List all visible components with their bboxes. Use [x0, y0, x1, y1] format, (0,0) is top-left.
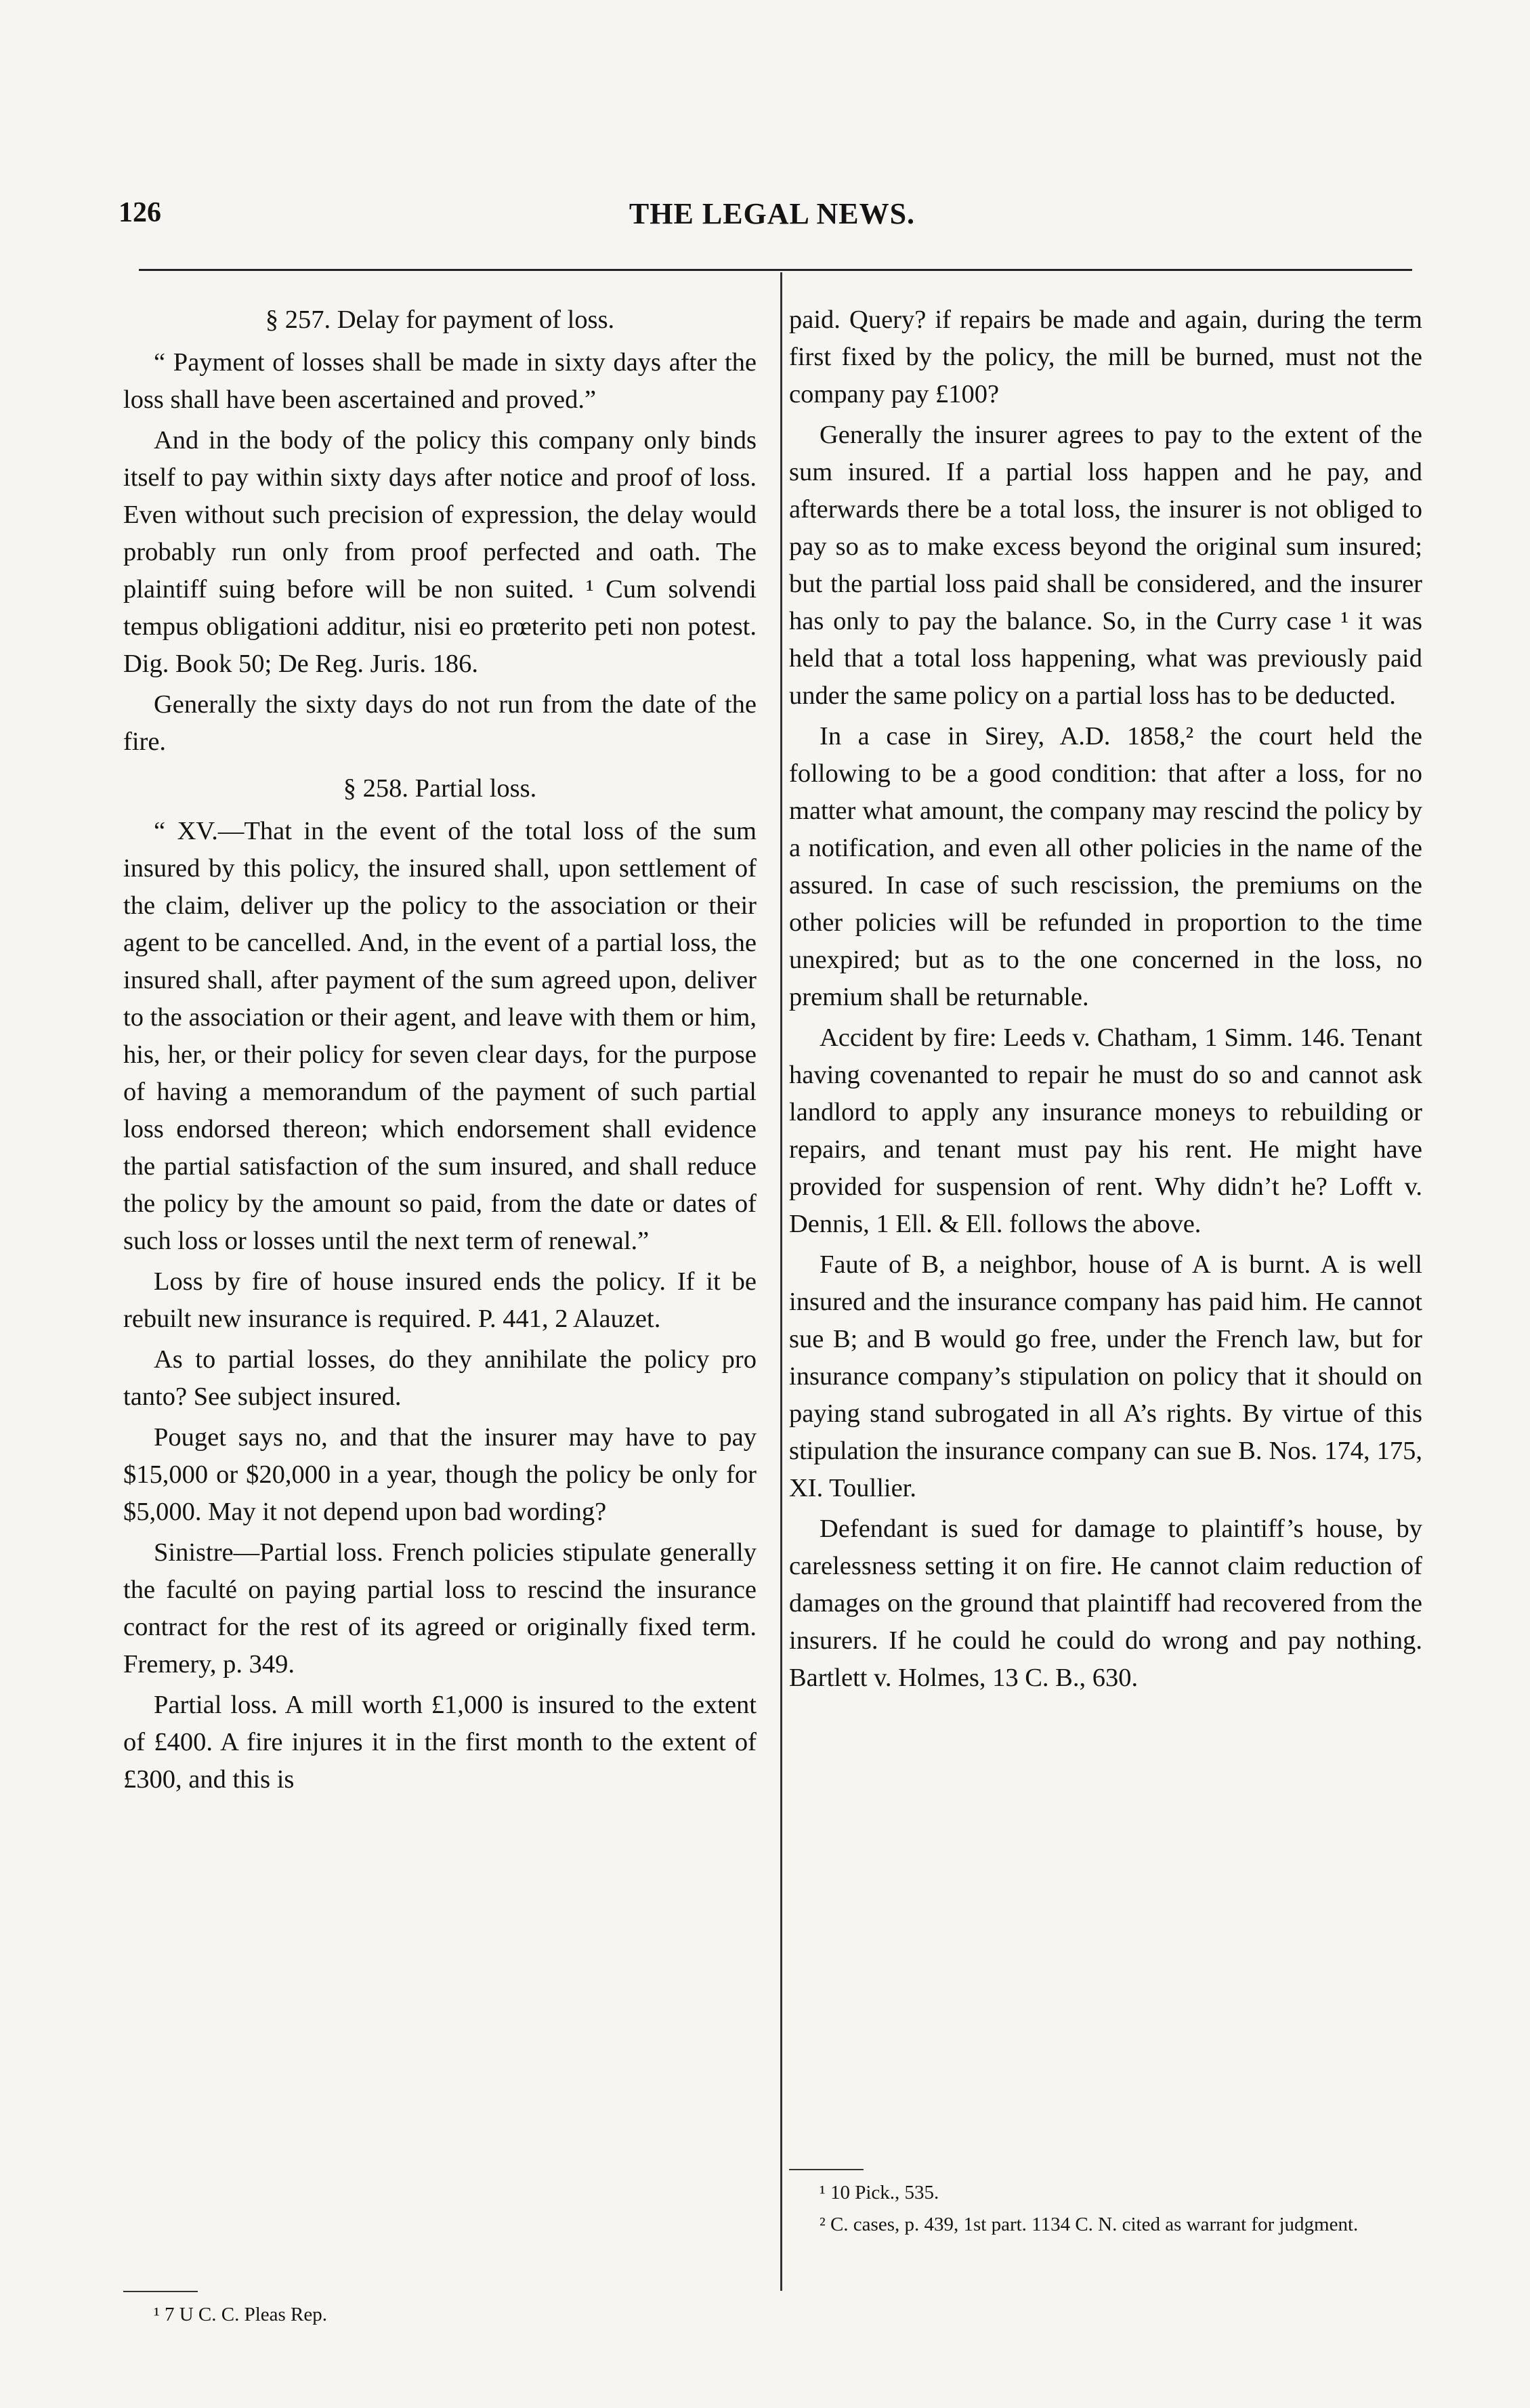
paragraph: “ Payment of losses shall be made in sixty days after the loss shall have been ascertained and proved.” — [123, 348, 757, 414]
right-column — [789, 301, 1422, 2235]
paragraph: Accident by fire: Leeds v. Chatham, 1 Simm. 146. Tenant having covenanted to repair he must do so and cannot ask landlord to apply any insurance moneys to rebuilding or repairs, and tenant must pay his rent. He might have provided for suspension of rent. Why didn’t he? Lofft v. Dennis, 1 Ell. & Ell. follows the above. — [789, 1023, 1422, 1238]
paragraph: Pouget says no, and that the insurer may have to pay $15,000 or $20,000 in a year, though the policy be only for $5,000. May it not depend upon bad wording? — [123, 1423, 757, 1526]
paragraph: paid. Query? if repairs be made and again, during the term first fixed by the policy, the mill be burned, must not the company pay £100? — [789, 305, 1422, 408]
section-258-heading: § 258. Partial loss. — [343, 774, 537, 803]
paragraph: Sinistre—Partial loss. French policies stipulate generally the faculté on paying partial loss to rescind the insurance contract for the rest of its agreed or originally fixed term. Fremery, p. 349. — [123, 1538, 757, 1678]
footnote: ¹ 7 U C. C. Pleas Rep. — [154, 2304, 328, 2325]
footnote: ² C. cases, p. 439, 1st part. 1134 C. N. cited as warrant for judgment. — [820, 2214, 1359, 2235]
paragraph: In a case in Sirey, A.D. 1858,² the court held the following to be a good condition: that after a loss, for no matter what amount, the company may rescind the policy by a notification, and even all other policies in the name of the assured. In case of such rescission, the premiums on the other policies will be refunded in proportion to the time unexpired; but as to the one concerned in the loss, no premium shall be returnable. — [789, 722, 1422, 1011]
paragraph: “ XV.—That in the event of the total loss of the sum insured by this policy, the insured shall, upon settlement of the claim, deliver up the policy to the association or their agent to be cancelled. And, in the event of a partial loss, the insured shall, after payment of the sum agreed upon, deliver to the association or their agent, and leave with them or him, his, her, or their policy for seven clear days, for the purpose of having a memorandum of the payment of such partial loss endorsed thereon; which endorsement shall evidence the partial satisfaction of the sum insured, and shall reduce the policy by the amount so paid, from the date or dates of such loss or losses until the next term of renewal.” — [123, 817, 757, 1255]
header-rule — [139, 269, 1412, 271]
footnote-rule — [789, 2169, 864, 2170]
paragraph: And in the body of the policy this company only binds itself to pay within sixty days after notice and proof of loss. Even without such precision of expression, the delay would probably run only from proof perfected and oath. The plaintiff suing before will be non suited. ¹ Cum solvendi tempus obligationi additur, nisi eo prœterito peti non potest. Dig. Book 50; De Reg. Juris. 186. — [123, 426, 757, 678]
page-number: 126 — [119, 197, 161, 228]
running-head: THE LEGAL NEWS. — [629, 197, 916, 230]
left-column — [123, 301, 757, 2325]
paragraph: Generally the insurer agrees to pay to the extent of the sum insured. If a partial loss happen and he pay, and afterwards there be a total loss, the insurer is not obliged to pay so as to make excess beyond the original sum insured; but the partial loss paid shall be considered, and the insurer has only to pay the balance. So, in the Curry case ¹ it was held that a total loss happening, what was previously paid under the same policy on a partial loss has to be deducted. — [789, 421, 1422, 710]
left-footnotes — [123, 2269, 757, 2332]
section-257-heading: § 257. Delay for payment of loss. — [265, 305, 615, 334]
right-footnotes — [789, 2147, 1422, 2242]
paragraph: Partial loss. A mill worth £1,000 is insured to the extent of £400. A fire injures it in the first month to the extent of £300, and this is — [123, 1691, 757, 1794]
paragraph: Defendant is sued for damage to plaintiff’s house, by carelessness setting it on fire. He cannot claim reduction of damages on the ground that plaintiff had recovered from the insurers. If he could he could do wrong and pay nothing. Bartlett v. Holmes, 13 C. B., 630. — [789, 1515, 1422, 1692]
column-divider — [780, 272, 782, 2291]
paragraph: Faute of B, a neighbor, house of A is burnt. A is well insured and the insurance company has paid him. He cannot sue B; and B would go free, under the French law, but for insurance company’s stipulation on policy that it should on paying stand subrogated in all A’s rights. By virtue of this stipulation the insurance company can sue B. Nos. 174, 175, XI. Toullier. — [789, 1250, 1422, 1502]
paragraph: Loss by fire of house insured ends the policy. If it be rebuilt new insurance is required. P. 441, 2 Alauzet. — [123, 1267, 757, 1333]
paragraph: Generally the sixty days do not run from the date of the fire. — [123, 690, 757, 756]
page-header — [119, 196, 1426, 244]
paragraph: As to partial losses, do they annihilate the policy pro tanto? See subject insured. — [123, 1345, 757, 1411]
footnote: ¹ 10 Pick., 535. — [820, 2182, 939, 2203]
footnote-rule — [123, 2291, 198, 2292]
